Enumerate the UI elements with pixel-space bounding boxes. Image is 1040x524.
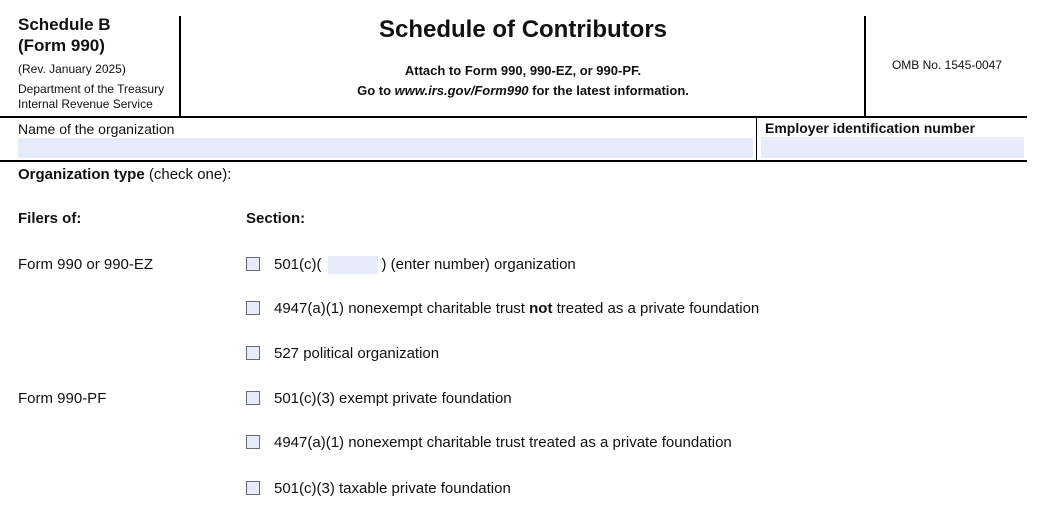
option-4947-not-pre: 4947(a)(1) nonexempt charitable trust bbox=[274, 300, 530, 317]
department-name: Department of the Treasury bbox=[18, 82, 165, 96]
header-divider-right bbox=[864, 16, 866, 116]
form-title: Schedule of Contributors bbox=[379, 16, 667, 43]
org-name-input[interactable] bbox=[18, 138, 753, 158]
option-501c3-taxable: 501(c)(3) taxable private foundation bbox=[274, 480, 511, 497]
checkbox-501c3-exempt[interactable] bbox=[246, 391, 260, 405]
option-4947-not bbox=[274, 300, 759, 317]
section-number-input[interactable] bbox=[328, 256, 378, 274]
revision-date: (Rev. January 2025) bbox=[18, 62, 126, 76]
filer-group-990: Form 990 or 990-EZ bbox=[18, 256, 154, 273]
option-501c3-exempt: 501(c)(3) exempt private foundation bbox=[274, 390, 512, 407]
filers-header: Filers of: bbox=[18, 210, 82, 227]
checkbox-4947-treated[interactable] bbox=[246, 435, 260, 449]
option-501c-post: ) (enter number) organization bbox=[381, 256, 576, 273]
form-number: (Form 990) bbox=[18, 36, 105, 55]
goto-suffix: for the latest information. bbox=[528, 83, 689, 98]
goto-prefix: Go to bbox=[357, 83, 395, 98]
option-501c bbox=[274, 256, 576, 274]
org-name-label: Name of the organization bbox=[18, 121, 175, 137]
irs-link[interactable]: www.irs.gov/Form990 bbox=[394, 83, 529, 98]
attach-instruction: Attach to Form 990, 990-EZ, or 990-PF. bbox=[404, 63, 642, 78]
org-type-label bbox=[18, 166, 231, 183]
omb-number: OMB No. 1545-0047 bbox=[891, 58, 1003, 72]
agency bbox=[18, 82, 178, 112]
option-4947-not-post: treated as a private foundation bbox=[552, 300, 760, 317]
option-4947-treated: 4947(a)(1) nonexempt charitable trust treated as a private foundation bbox=[274, 434, 732, 451]
section-header: Section: bbox=[246, 210, 306, 227]
org-type-instruction: (check one): bbox=[144, 166, 232, 183]
ein-input[interactable] bbox=[761, 137, 1024, 158]
filer-group-990pf: Form 990-PF bbox=[18, 390, 107, 407]
name-row-bottom-rule bbox=[0, 160, 1027, 162]
option-4947-not-bold: not bbox=[529, 300, 553, 317]
option-527: 527 political organization bbox=[274, 345, 440, 362]
checkbox-501c3-taxable[interactable] bbox=[246, 481, 260, 495]
service-name: Internal Revenue Service bbox=[18, 97, 153, 111]
checkbox-527[interactable] bbox=[246, 346, 260, 360]
schedule-id bbox=[18, 14, 111, 56]
ein-label: Employer identification number bbox=[765, 120, 976, 136]
org-type-bold: Organization type bbox=[18, 166, 145, 183]
checkbox-501c[interactable] bbox=[246, 257, 260, 271]
schedule-name: Schedule B bbox=[18, 15, 111, 34]
checkbox-4947-not[interactable] bbox=[246, 301, 260, 315]
name-ein-divider bbox=[756, 117, 757, 161]
header-divider-left bbox=[179, 16, 181, 116]
header-bottom-rule bbox=[0, 116, 1027, 118]
goto-instruction bbox=[182, 83, 864, 98]
option-501c-pre: 501(c)( bbox=[274, 256, 322, 273]
